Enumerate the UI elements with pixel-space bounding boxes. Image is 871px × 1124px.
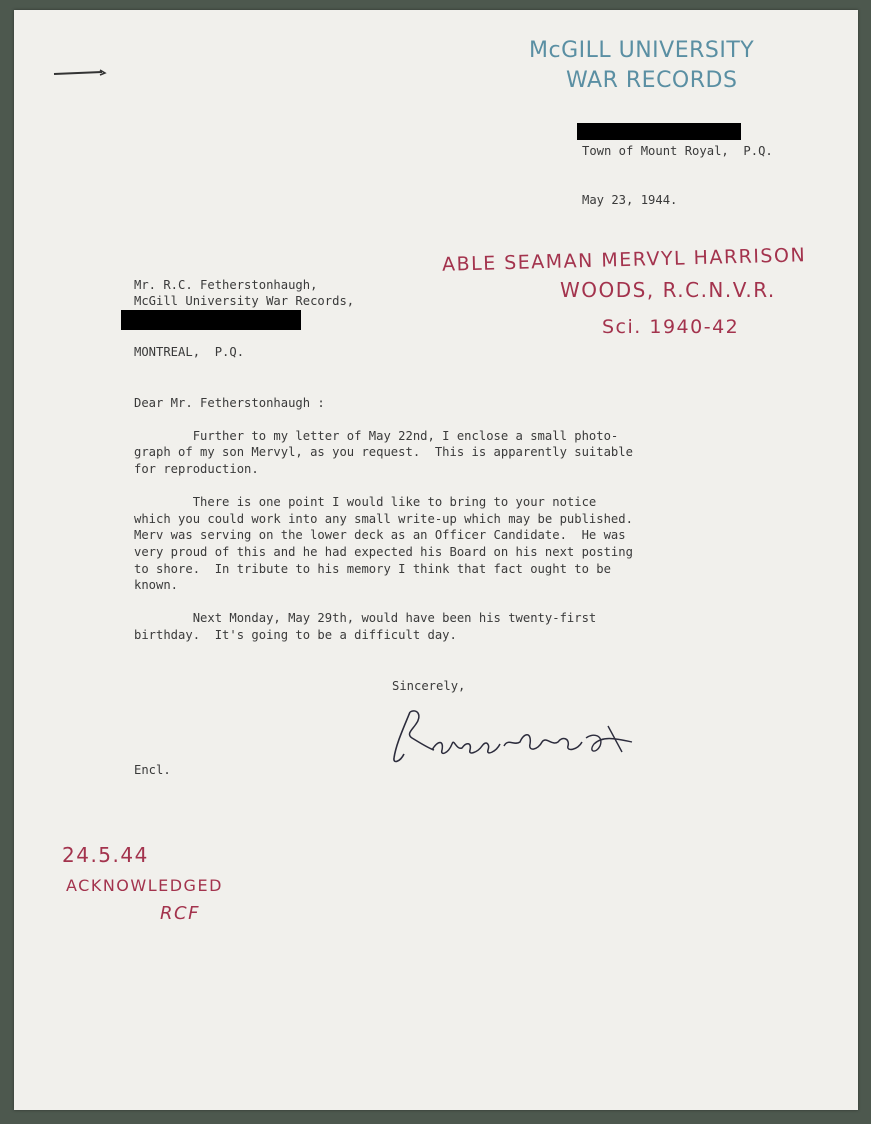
closing: Sincerely,	[392, 679, 466, 693]
body-line: birthday. It's going to be a difficult day.	[134, 628, 457, 642]
enclosure-note: Encl.	[134, 763, 171, 777]
body-line: very proud of this and he had expected his Board on his next posting	[134, 545, 633, 559]
recipient-city: MONTREAL, P.Q.	[134, 345, 245, 359]
body-line: graph of my son Mervyl, as you request. This is apparently suitable	[134, 445, 633, 459]
signature	[382, 702, 652, 772]
annotation-science-line: Sci. 1940-42	[602, 316, 740, 338]
body-line: known.	[134, 578, 179, 592]
annotation-unit-line: WOODS, R.C.N.V.R.	[560, 278, 776, 302]
body-line: to shore. In tribute to his memory I think that fact ought to be	[134, 562, 611, 576]
annotation-name-line: ABLE SEAMAN MERVYL HARRISON	[441, 244, 807, 276]
annotation-initials: RCF	[160, 903, 200, 924]
body-line: There is one point I would like to bring to your notice	[134, 495, 597, 509]
stamp-line-1: McGILL UNIVERSITY	[529, 38, 755, 63]
pen-mark-icon	[52, 68, 108, 78]
recipient-name: Mr. R.C. Fetherstonhaugh,	[134, 278, 318, 292]
letter-page	[14, 10, 858, 1110]
annotation-received-date: 24.5.44	[62, 843, 149, 867]
stamp-line-2: WAR RECORDS	[566, 68, 738, 93]
recipient-org: McGill University War Records,	[134, 294, 355, 308]
redacted-recipient-street	[121, 310, 301, 330]
annotation-acknowledged: ACKNOWLEDGED	[66, 876, 223, 895]
letter-date: May 23, 1944.	[582, 193, 678, 207]
salutation: Dear Mr. Fetherstonhaugh :	[134, 396, 325, 410]
body-line: Further to my letter of May 22nd, I enclose a small photo-	[134, 429, 619, 443]
redacted-street-address	[577, 123, 741, 140]
body-line: Next Monday, May 29th, would have been his twenty-first	[134, 611, 597, 625]
body-line: for reproduction.	[134, 462, 259, 476]
sender-town: Town of Mount Royal, P.Q.	[582, 144, 773, 158]
body-line: Merv was serving on the lower deck as an Officer Candidate. He was	[134, 528, 626, 542]
body-line: which you could work into any small write-up which may be published.	[134, 512, 633, 526]
